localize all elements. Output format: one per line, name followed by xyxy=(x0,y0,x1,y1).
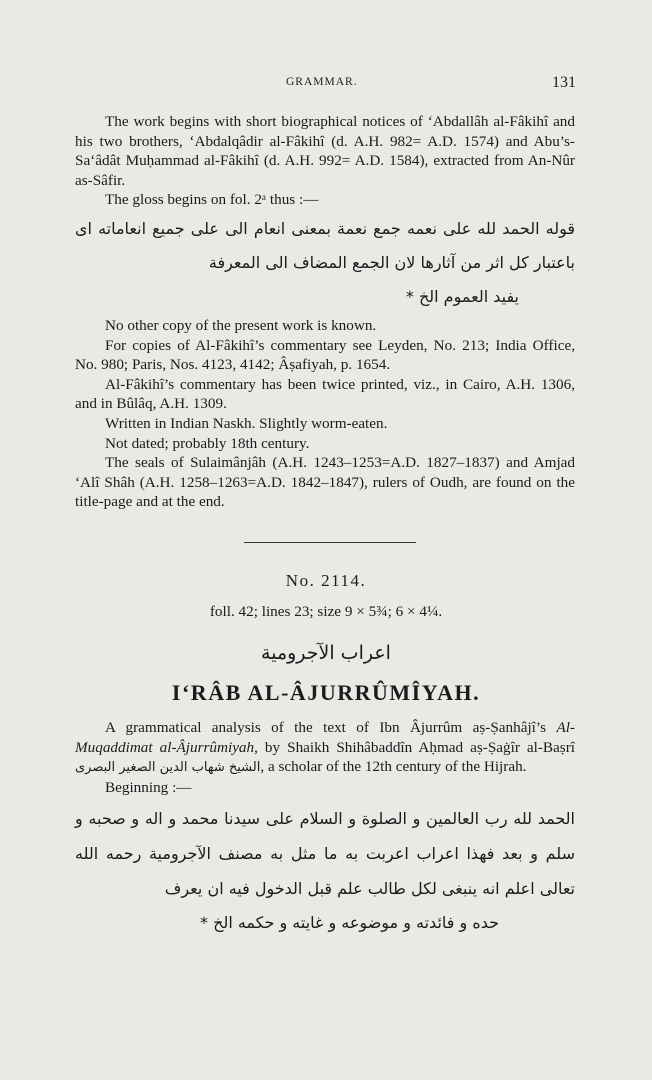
arabic-incipit-end: يفيد العموم الخ * xyxy=(405,286,519,306)
paragraph-other-copies: For copies of Al-Fâkihî’s commentary see Leyden, No. 213; India Office, No. 980; Paris, Nos. 4123, 4142; Âṣafiyah, p. 1654. xyxy=(75,336,575,374)
arabic-incipit: قوله الحمد لله على نعمه جمع نعمة بمعنى انعام الى على جميع انعاماته اى باعتبار كل اثر من آثارها لان الجمع المضاف الى المعرفة xyxy=(75,218,575,272)
manuscript-dimensions: foll. 42; lines 23; size 9 × 5¾; 6 × 4¼. xyxy=(209,603,443,620)
manuscript-number: No. 2114. xyxy=(285,571,367,590)
paragraph-biographical-notices: The work begins with short biographical notices of ‘Abdallâh al-Fâkihî and his two brothers, ‘Abdalqâdir al-Fâkihî (d. A.H. 982= A.D. 1574) and Abu’s-Sa‘âdât Muḥammad al-Fâkihî (d. A.H. 992= A.D. 1584), extracted from An-Nûr as-Sâfir. xyxy=(75,113,575,189)
work-title: I‘RÂB AL-ÂJURRÛMÎYAH. xyxy=(171,680,481,705)
paragraph-description xyxy=(75,718,575,778)
section-2113-body xyxy=(75,112,575,512)
arabic-beginning-end: حده و فائدته و موضوعه و غايته و حكمه الخ * xyxy=(200,913,499,933)
paragraph-seals: The seals of Sulaimânjâh (A.H. 1243–1253=A.D. 1827–1837) and Amjad ‘Alî Shâh (A.H. 1258–1263=A.D. 1842–1847), rulers of Oudh, are found on the title-page and at the end. xyxy=(75,454,575,511)
description-arabic-name: الشيخ شهاب الدين الصغير البصرى xyxy=(75,760,261,776)
arabic-work-title: اعراب الآجرومية xyxy=(261,642,391,664)
page-header xyxy=(0,74,652,94)
paragraph-date: Not dated; probably 18th century. xyxy=(105,434,310,452)
running-head: GRAMMAR. xyxy=(286,76,358,88)
section-divider xyxy=(244,542,416,543)
description-work-name: Al-Muqaddimat al-Âjurrûmiyah xyxy=(75,719,575,756)
paragraph-beginning: Beginning :— xyxy=(105,778,192,796)
paragraph-gloss-begins: The gloss begins on fol. 2ᵃ thus :— xyxy=(105,191,319,209)
description-text-c: , a scholar of the 12th century of the Hijrah. xyxy=(260,758,527,776)
description-text-b: , by Shaikh Shihâbaddîn Aḥmad aṣ-Ṣaġîr al-Baṣrî xyxy=(254,738,575,756)
paragraph-script: Written in Indian Naskh. Slightly worm-eaten. xyxy=(105,414,388,432)
section-2114-body xyxy=(75,718,575,940)
arabic-beginning: الحمد لله رب العالمين و الصلوة و السلام على سيدنا محمد و اله و صحبه و سلم و بعد فهذا اعراب اعربت به ما مثل به مصنف الآجرومية رحمه الله تعالى اعلم انه ينبغى لكل طالب علم قبل الدخول فيه ان يعرف xyxy=(75,809,575,899)
paragraph-no-other-copy: No other copy of the present work is known. xyxy=(105,316,377,334)
paragraph-printed-editions: Al-Fâkihî’s commentary has been twice printed, viz., in Cairo, A.H. 1306, and in Bûlâq, A.H. 1309. xyxy=(75,375,575,413)
description-text-a: A grammatical analysis of the text of Ibn Âjurrûm aṣ-Ṣanhâjî’s xyxy=(105,719,557,736)
page-number: 131 xyxy=(552,74,576,91)
